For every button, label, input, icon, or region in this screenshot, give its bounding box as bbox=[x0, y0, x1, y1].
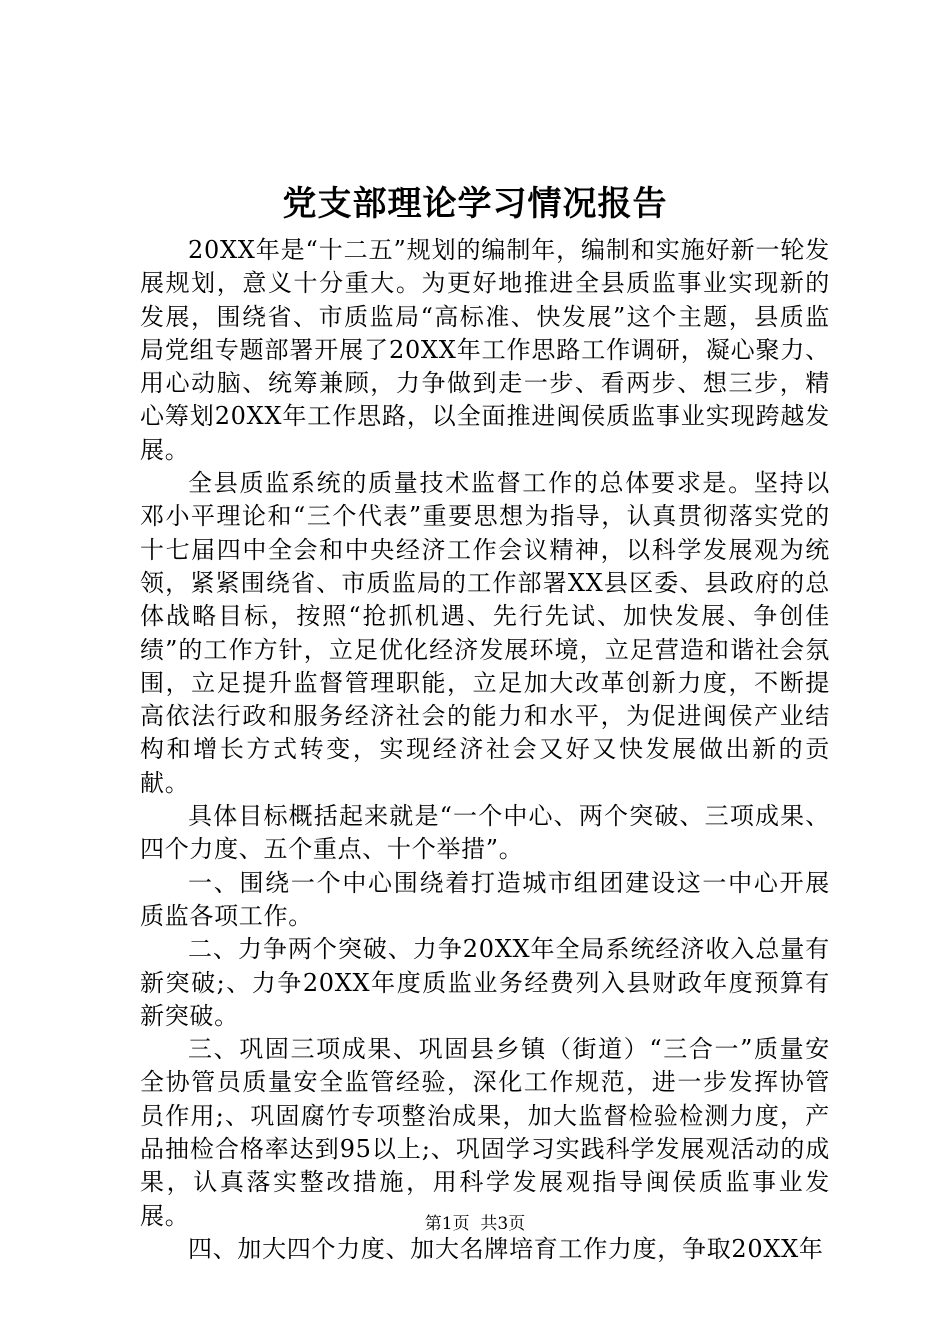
page-total: 共3页 bbox=[480, 1214, 526, 1234]
document-title: 党支部理论学习情况报告 bbox=[282, 184, 668, 224]
paragraph-6: 三、巩固三项成果、巩固县乡镇（街道）“三合一”质量安全协管员质量安全监管经验，深化工作规范，进一步发挥协管员作用;、巩固腐竹专项整治成果，加大监督检验检测力度，产品抽检合格率达到95以上;、巩固学习实践科学发展观活动的成果，认真落实整改措施，用科学发展观指导闽侯质监事业发展。 bbox=[140, 1035, 830, 1230]
footer-spacer bbox=[470, 1214, 481, 1234]
paragraph-3: 具体目标概括起来就是“一个中心、两个突破、三项成果、四个力度、五个重点、十个举措”。 bbox=[140, 802, 830, 864]
paragraph-7: 四、加大四个力度、加大名牌培育工作力度，争取20XX年 bbox=[188, 1234, 824, 1263]
page-number: 第1页 bbox=[424, 1214, 470, 1234]
paragraph-4: 一、围绕一个中心围绕着打造城市组团建设这一中心开展质监各项工作。 bbox=[140, 868, 830, 930]
paragraph-5: 二、力争两个突破、力争20XX年全局系统经济收入总量有新突破;、力争20XX年度质监业务经费列入县财政年度预算有新突破。 bbox=[140, 935, 830, 1030]
paragraph-2: 全县质监系统的质量技术监督工作的总体要求是。坚持以邓小平理论和“三个代表”重要思想为指导，认真贯彻落实党的十七届四中全会和中央经济工作会议精神，以科学发展观为统领，紧紧围绕省、市质监局的工作部署XX县区委、县政府的总体战略目标，按照“抢抓机遇、先行先试、加快发展、争创佳绩”的工作方针，立足优化经济发展环境，立足营造和谐社会氛围，立足提升监督管理职能，立足加大改革创新力度，不断提高依法行政和服务经济社会的能力和水平，为促进闽侯产业结构和增长方式转变，实现经济社会又好又快发展做出新的贡献。 bbox=[140, 469, 830, 797]
paragraph-1: 20XX年是“十二五”规划的编制年，编制和实施好新一轮发展规划，意义十分重大。为更好地推进全县质监事业实现新的发展，围绕省、市质监局“高标准、快发展”这个主题，县质监局党组专题部署开展了20XX年工作思路工作调研，凝心聚力、用心动脑、统筹兼顾，力争做到走一步、看两步、想三步，精心筹划20XX年工作思路，以全面推进闽侯质监事业实现跨越发展。 bbox=[140, 236, 830, 464]
page-footer bbox=[0, 1212, 950, 1236]
document-body bbox=[140, 234, 830, 1266]
